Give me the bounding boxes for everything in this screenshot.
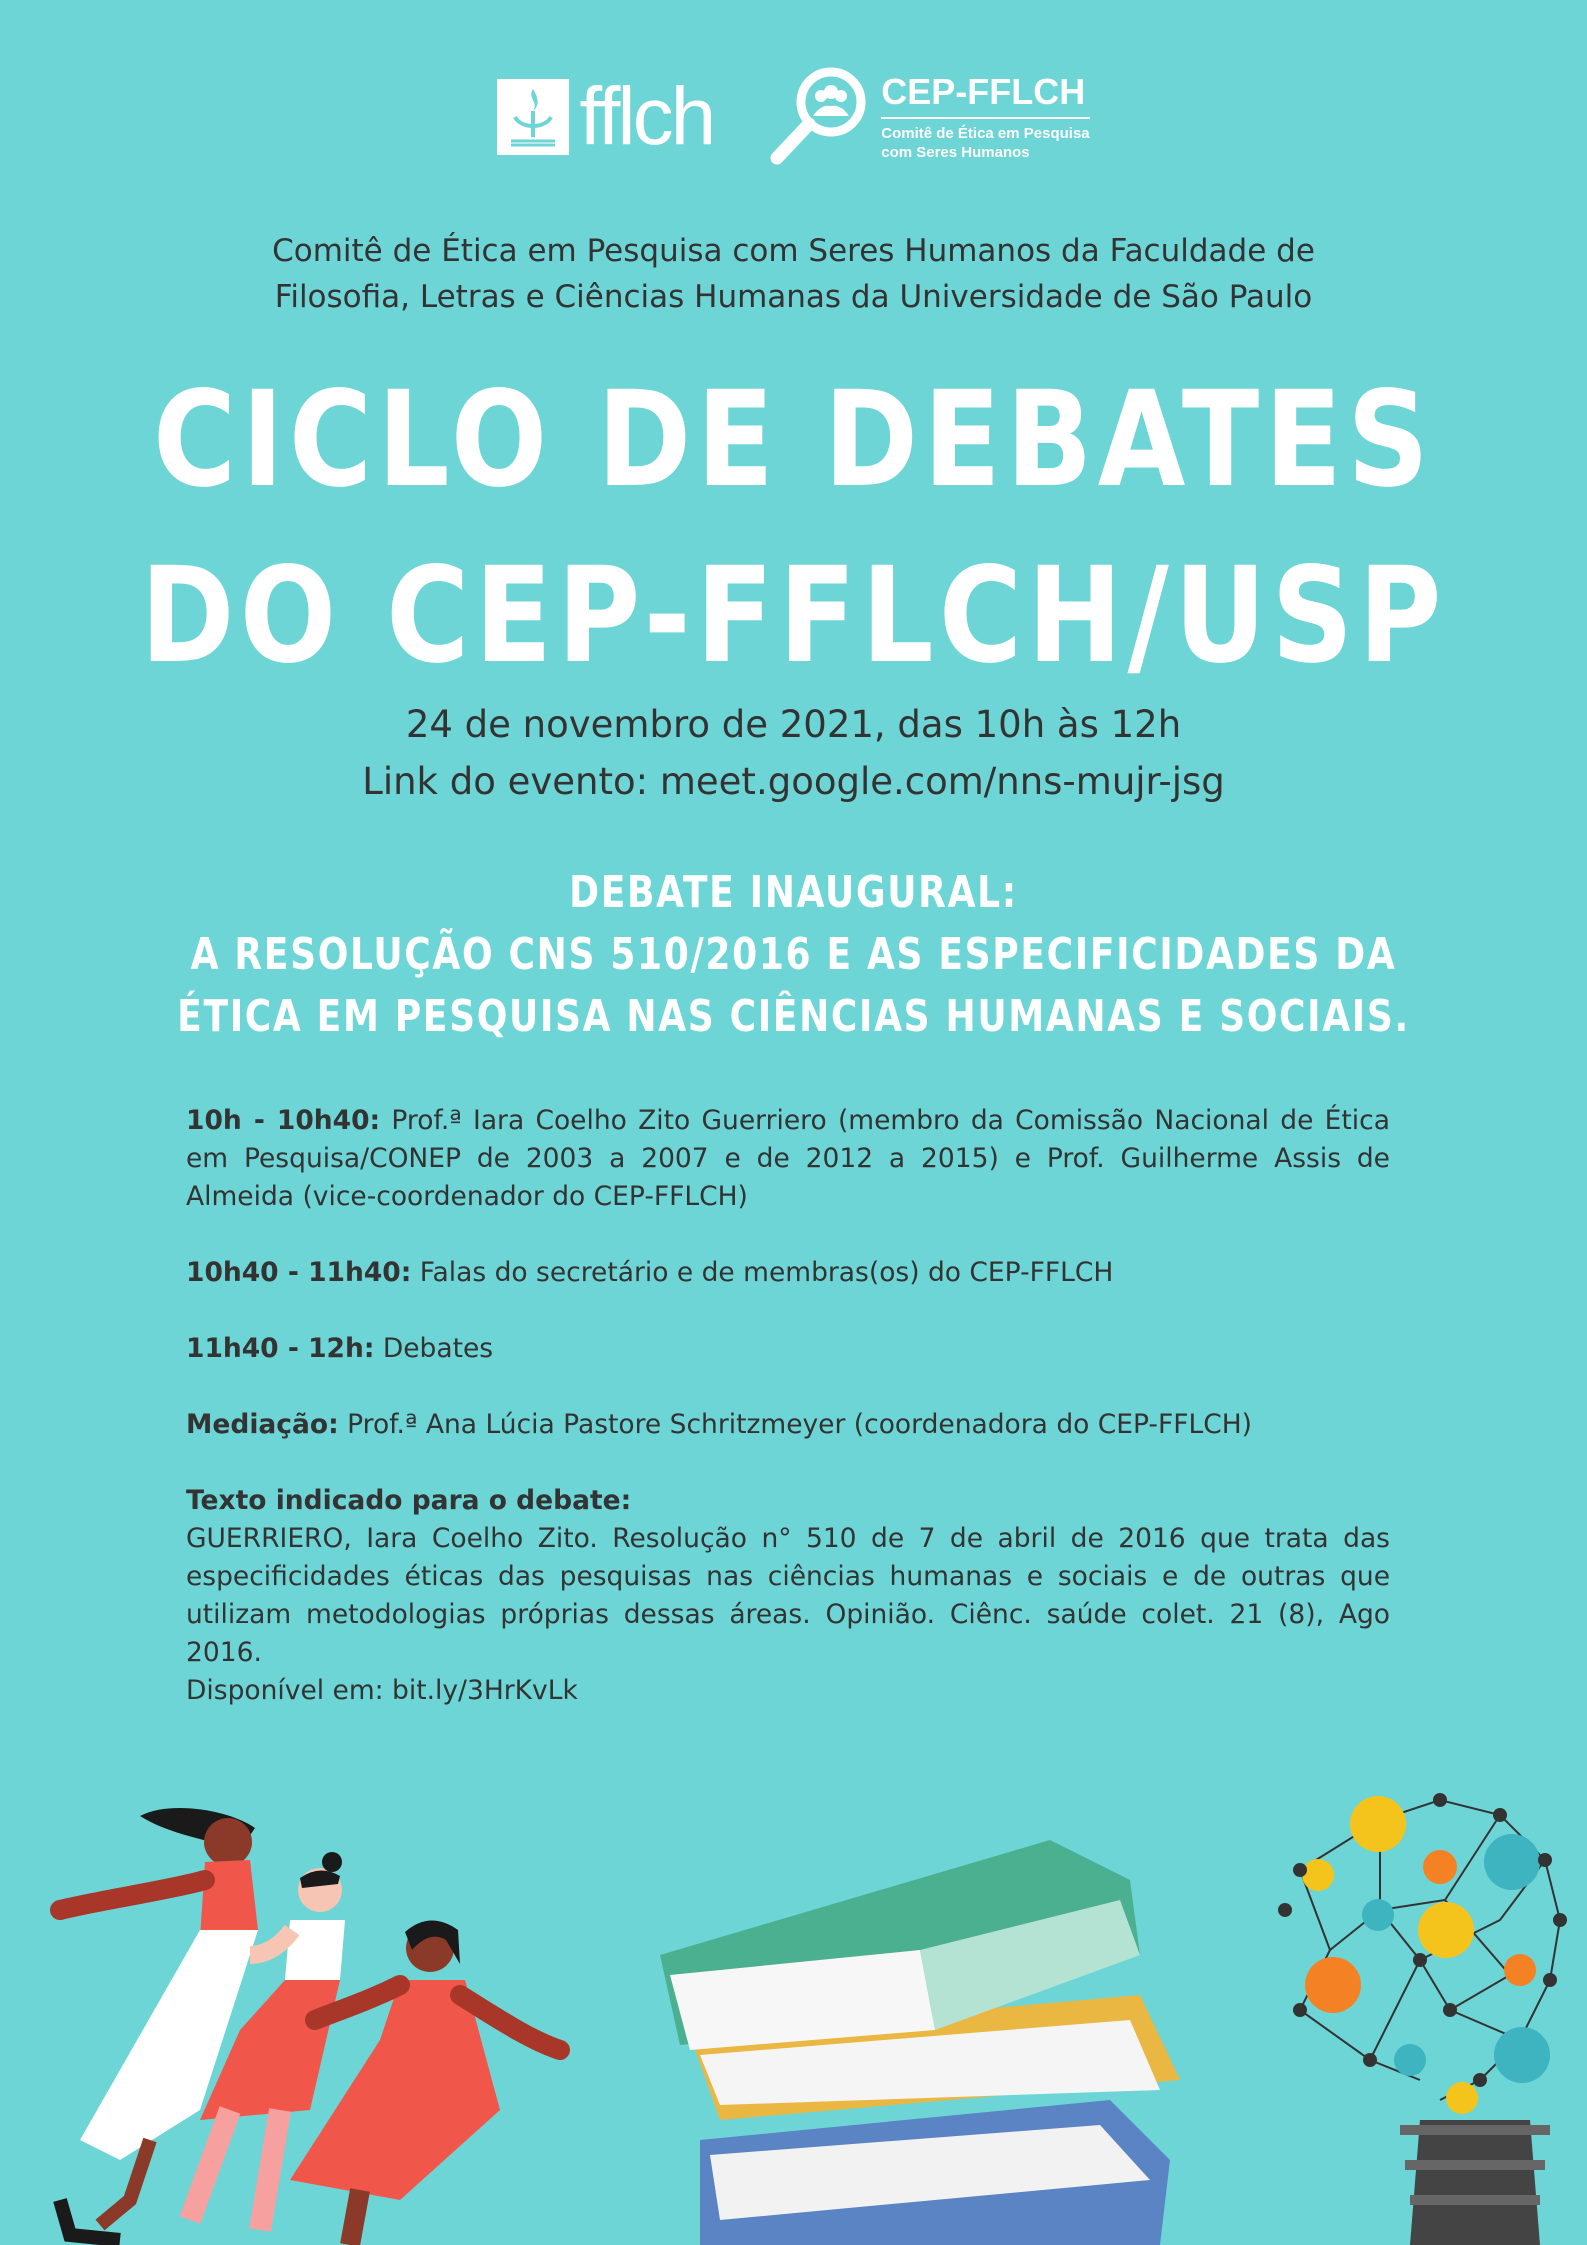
illustrations xyxy=(0,1780,1587,2245)
schedule-item xyxy=(186,1254,1390,1292)
event-info xyxy=(0,696,1587,810)
institution-name xyxy=(0,228,1587,320)
books-illustration xyxy=(660,1840,1180,2245)
reference-link[interactable]: Disponível em: bit.ly/3HrKvLk xyxy=(186,1675,578,1706)
debate-title-line-3: ÉTICA EM PESQUISA NAS CIÊNCIAS HUMANAS E SOCIAIS. xyxy=(177,991,1410,1042)
event-date: 24 de novembro de 2021, das 10h às 12h xyxy=(405,703,1182,746)
reference-block xyxy=(186,1482,1390,1710)
schedule-item xyxy=(186,1330,1390,1368)
schedule-time: 10h - 10h40: xyxy=(186,1105,381,1136)
reference-heading: Texto indicado para o debate: xyxy=(186,1485,632,1516)
schedule-item xyxy=(186,1102,1390,1216)
cep-fflch-text xyxy=(881,71,1089,163)
debate-title xyxy=(143,862,1444,1048)
schedule-text: Prof.ª Iara Coelho Zito Guerriero (membro da Comissão Nacional de Ética em Pesquisa/CONEP de 2003 a 2007 e de 2012 a 2015) e Prof. Guilherme Assis de Almeida (vice-coordenador do CEP-FFLCH) xyxy=(186,1105,1390,1212)
institution-line-2: Filosofia, Letras e Ciências Humanas da Universidade de São Paulo xyxy=(274,279,1313,315)
women-illustration xyxy=(60,1808,560,2245)
debate-title-line-2: A RESOLUÇÃO CNS 510/2016 E AS ESPECIFICIDADES DA xyxy=(190,929,1397,980)
lightbulb-illustration xyxy=(1278,1793,1567,2245)
cep-subtitle-2: com Seres Humanos xyxy=(881,144,1030,161)
cep-title: CEP-FFLCH xyxy=(881,71,1089,119)
schedule-time: 10h40 - 11h40: xyxy=(186,1257,412,1288)
fflch-wordmark: fflch xyxy=(579,71,714,162)
schedule-text: Falas do secretário e de membras(os) do CEP-FFLCH xyxy=(411,1257,1114,1288)
cep-subtitle-1: Comitê de Ética em Pesquisa xyxy=(881,125,1090,143)
reference-citation: GUERRIERO, Iara Coelho Zito. Resolução n° 510 de 7 de abril de 2016 que trata das especificidades éticas das pesquisas nas ciências humanas e sociais e de outras que utilizam metodologias próprias dessas áreas. Opinião. Ciênc. saúde colet. 21 (8), Ago 2016. xyxy=(186,1523,1390,1668)
schedule xyxy=(186,1102,1390,1710)
fflch-logo xyxy=(497,71,714,162)
schedule-text: Debates xyxy=(374,1333,494,1364)
main-title-line-1: CICLO DE DEBATES xyxy=(152,363,1435,517)
schedule-item xyxy=(186,1406,1390,1444)
debate-title-line-1: DEBATE INAUGURAL: xyxy=(569,867,1018,918)
cep-fflch-logo xyxy=(763,62,1089,172)
magnifier-people-icon xyxy=(763,62,873,172)
schedule-text: Prof.ª Ana Lúcia Pastore Schritzmeyer (coordenadora do CEP-FFLCH) xyxy=(338,1409,1253,1440)
fflch-emblem-icon xyxy=(497,79,569,155)
institution-line-1: Comitê de Ética em Pesquisa com Seres Humanos da Faculdade de xyxy=(272,233,1315,269)
main-title xyxy=(111,352,1476,704)
logo-bar xyxy=(0,62,1587,172)
schedule-time: 11h40 - 12h: xyxy=(186,1333,375,1364)
main-title-line-2: DO CEP-FFLCH/USP xyxy=(140,539,1447,693)
schedule-time: Mediação: xyxy=(186,1409,339,1440)
event-link[interactable]: Link do evento: meet.google.com/nns-mujr-jsg xyxy=(362,760,1225,803)
